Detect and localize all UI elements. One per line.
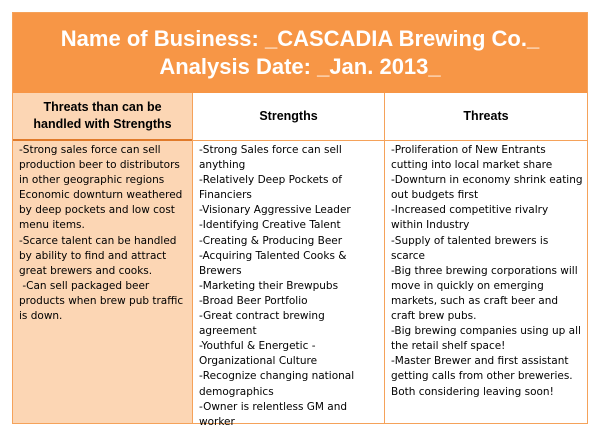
business-name-title: Name of Business: _CASCADIA Brewing Co._ bbox=[60, 26, 540, 51]
list-item: -Marketing their Brewpubs bbox=[199, 279, 339, 292]
list-item: -Relatively Deep Pockets of Financiers bbox=[199, 174, 342, 202]
list-item: -Master Brewer and first assistant getting calls from other breweries. Both considering leaving soon! bbox=[391, 355, 573, 398]
list-item: -Broad Beer Portfolio bbox=[199, 294, 308, 307]
column-body bbox=[13, 141, 192, 324]
list-item: -Strong Sales force can sell anything bbox=[199, 144, 342, 172]
column-body bbox=[385, 141, 587, 400]
list-item: -Big three brewing corporations will move in quickly on emerging markets, such as craft beer and craft brew pubs. bbox=[391, 264, 578, 323]
list-item: -Big brewing companies using up all the retail shelf space! bbox=[391, 325, 581, 353]
list-item: -Owner is relentless GM and worker bbox=[199, 400, 348, 428]
threats-handled-column bbox=[13, 93, 193, 423]
list-item: -Scarce talent can be handled by ability to find and attract great brewers and cooks. bbox=[19, 234, 177, 277]
list-item: -Proliferation of New Entrants cutting into local market share bbox=[391, 144, 553, 172]
list-item: -Acquiring Talented Cooks & Brewers bbox=[199, 249, 347, 277]
strengths-column bbox=[193, 93, 385, 428]
table-columns bbox=[13, 93, 587, 428]
list-item: -Visionary Aggressive Leader bbox=[199, 204, 351, 217]
list-item: -Youthful & Energetic - Organizational Culture bbox=[199, 340, 318, 368]
analysis-date-title: Analysis Date: _Jan. 2013_ bbox=[159, 54, 441, 79]
list-item: -Identifying Creative Talent bbox=[199, 219, 341, 232]
column-heading: Strengths bbox=[193, 93, 384, 141]
list-item: -Downturn in economy shrink eating out budgets first bbox=[391, 174, 583, 202]
list-item: -Supply of talented brewers is scarce bbox=[391, 234, 549, 262]
swot-table bbox=[12, 12, 588, 428]
list-item: -Can sell packaged beer products when brew pub traffic is down. bbox=[19, 279, 187, 323]
list-item: -Great contract brewing agreement bbox=[199, 310, 325, 338]
column-heading: Threats bbox=[385, 93, 587, 141]
list-item: -Recognize changing national demographics bbox=[199, 370, 355, 398]
threats-column bbox=[385, 93, 587, 423]
table-header bbox=[13, 13, 587, 93]
list-item: -Increased competitive rivalry within Industry bbox=[391, 204, 549, 232]
column-body bbox=[193, 141, 384, 430]
list-item: -Strong sales force can sell production beer to distributors in other geographic regions bbox=[19, 144, 180, 187]
list-item: Economic downturn weathered by deep pockets and low cost menu items. bbox=[19, 189, 183, 232]
column-heading: Threats than can be handled with Strengths bbox=[13, 93, 192, 141]
list-item: -Creating & Producing Beer bbox=[199, 234, 343, 247]
